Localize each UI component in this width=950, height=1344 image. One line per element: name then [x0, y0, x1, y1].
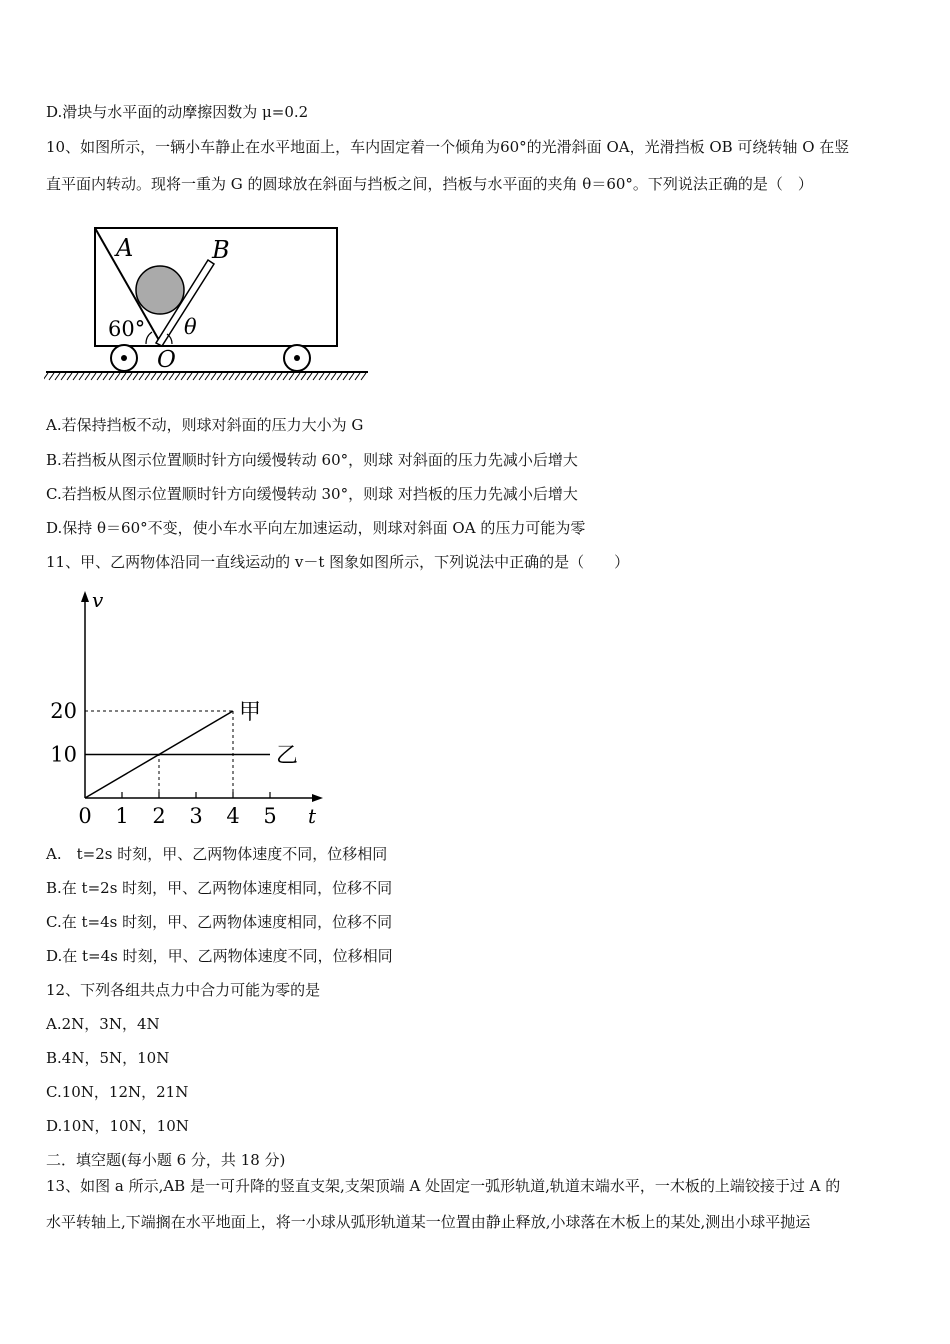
x-tick-label-0: 0: [78, 804, 92, 828]
section2-title: 二．填空题(每小题 6 分，共 18 分): [46, 1151, 286, 1169]
x-tick-label-2: 2: [152, 804, 166, 828]
q12-stem: 12、下列各组共点力中合力可能为零的是: [46, 981, 321, 999]
label-o: O: [157, 347, 176, 373]
q10-option-b: B.若挡板从图示位置顺时针方向缓慢转动 60°，则球 对斜面的压力先减小后增大: [46, 451, 578, 469]
wheel-left: [111, 345, 137, 371]
label-b: B: [212, 236, 230, 264]
x-tick-label-4: 4: [226, 804, 240, 828]
q12-option-d: D.10N，10N，10N: [46, 1117, 189, 1135]
x-axis-arrow: [312, 794, 323, 802]
q13-stem-line2: 水平转轴上,下端搁在水平地面上，将一小球从弧形轨道某一位置由静止释放,小球落在木板上的某处,测出小球平抛运: [46, 1213, 811, 1231]
q10-figure: [44, 222, 374, 382]
q10-stem-line1: 10、如图所示，一辆小车静止在水平地面上，车内固定着一个倾角为60°的光滑斜面 OA，光滑挡板 OB 可绕转轴 O 在竖: [46, 138, 850, 156]
label-60: 60°: [108, 317, 146, 341]
q11-option-a: A. t=2s 时刻，甲、乙两物体速度不同，位移相同: [46, 845, 388, 863]
angle-arc-60: [146, 332, 152, 344]
q13-stem-line1: 13、如图 a 所示,AB 是一可升降的竖直支架,支架顶端 A 处固定一弧形轨道,轨道末端水平，一木板的上端铰接于过 A 的: [46, 1177, 841, 1195]
y-axis-label: v: [92, 588, 104, 612]
q10-stem-line2: 直平面内转动。现将一重为 G 的圆球放在斜面与挡板之间，挡板与水平面的夹角 θ＝60°。下列说法正确的是（ ）: [46, 175, 813, 193]
label-a: A: [116, 234, 134, 262]
q12-option-a: A.2N，3N，4N: [46, 1015, 160, 1033]
y-tick-label-20: 20: [50, 699, 77, 723]
y-axis-arrow: [81, 591, 89, 602]
q10-option-d: D.保持 θ＝60°不变，使小车水平向左加速运动，则球对斜面 OA 的压力可能为零: [46, 519, 586, 537]
y-tick-label-10: 10: [50, 742, 77, 767]
q11-option-d: D.在 t=4s 时刻，甲、乙两物体速度不同，位移相同: [46, 947, 393, 965]
q11-vt-chart: [40, 585, 340, 835]
x-tick-label-3: 3: [189, 804, 203, 828]
label-theta: θ: [184, 315, 197, 339]
q11-option-c: C.在 t=4s 时刻，甲、乙两物体速度相同，位移不同: [46, 913, 393, 931]
series-label-1: 乙: [276, 743, 299, 769]
q12-option-c: C.10N，12N，21N: [46, 1083, 189, 1101]
x-tick-label-1: 1: [115, 804, 129, 828]
ground-hatch: [44, 373, 366, 380]
x-axis-label: t: [308, 804, 317, 828]
q11-option-b: B.在 t=2s 时刻，甲、乙两物体速度相同，位移不同: [46, 879, 393, 897]
q11-stem: 11、甲、乙两物体沿同一直线运动的 v－t 图象如图所示，下列说法中正确的是（ ）: [46, 553, 630, 571]
x-tick-label-5: 5: [263, 804, 277, 828]
series-label-0: 甲: [239, 700, 262, 725]
wheel-right: [284, 345, 310, 371]
ball: [136, 266, 184, 314]
q10-option-a: A.若保持挡板不动，则球对斜面的压力大小为 G: [46, 416, 364, 434]
q10-option-c: C.若挡板从图示位置顺时针方向缓慢转动 30°，则球 对挡板的压力先减小后增大: [46, 485, 578, 503]
q12-option-b: B.4N，5N，10N: [46, 1049, 170, 1067]
q9-option-d: D.滑块与水平面的动摩擦因数为 μ=0.2: [46, 103, 309, 121]
